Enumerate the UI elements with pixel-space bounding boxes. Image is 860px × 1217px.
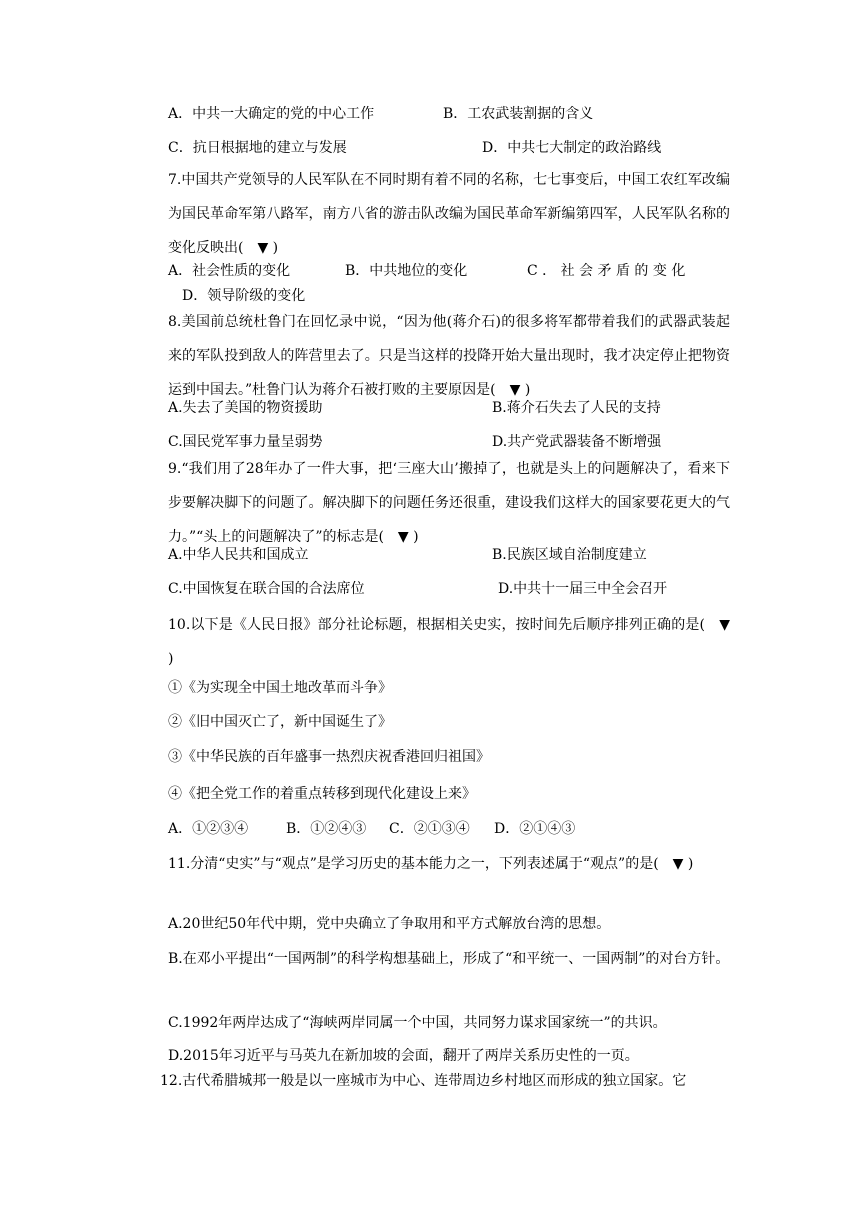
q11-option-c: C.1992年两岸达成了“海峡两岸同属一个中国，共同努力谋求国家统一”的共识。	[168, 1015, 667, 1031]
q10-item-4: ④《把全党工作的着重点转移到现代化建设上来》	[168, 786, 476, 802]
q10-option-a: A．①②③④	[168, 821, 249, 837]
q9-option-c: C.中国恢复在联合国的合法席位	[168, 581, 365, 597]
q8-option-a: A.失去了美国的物资援助	[168, 400, 323, 416]
q7-option-a: A．社会性质的变化	[168, 263, 291, 279]
q7-option-d: D．领导阶级的变化	[182, 288, 306, 304]
q7-option-c: C ． 社 会 矛 盾 的 变 化	[527, 263, 686, 279]
q6-option-c: C．抗日根据地的建立与发展	[168, 140, 347, 156]
q11-stem: 11.分清“史实”与“观点”是学习历史的基本能力之一，下列表述属于“观点”的是( ▼ )	[168, 856, 694, 872]
q7-option-b: B．中共地位的变化	[345, 263, 468, 279]
q10-item-2: ②《旧中国灭亡了，新中国诞生了》	[168, 714, 392, 730]
q8-option-b: B.蒋介石失去了人民的支持	[492, 400, 661, 416]
q6-option-b: B．工农武装割据的含义	[443, 106, 594, 122]
q8-option-c: C.国民党军事力量呈弱势	[168, 434, 323, 450]
q6-option-a: A．中共一大确定的党的中心工作	[168, 106, 375, 122]
q11-option-d: D.2015年习近平与马英九在新加坡的会面，翻开了两岸关系历史性的一页。	[168, 1048, 639, 1064]
q6-option-d: D．中共七大制定的政治路线	[482, 140, 662, 156]
q10-item-3: ③《中华民族的百年盛事一热烈庆祝香港回归祖国》	[168, 749, 490, 765]
q10-option-c: C．②①③④	[389, 821, 470, 837]
q10-option-b: B．①②④③	[286, 821, 367, 837]
q9-option-a: A.中华人民共和国成立	[168, 547, 309, 563]
q10-option-d: D．②①④③	[494, 821, 576, 837]
q8-option-d: D.共产党武器装备不断增强	[492, 434, 662, 450]
q11-option-a: A.20世纪50年代中期，党中央确立了争取用和平方式解放台湾的思想。	[168, 916, 611, 932]
q9-option-b: B.民族区域自治制度建立	[492, 547, 647, 563]
q10-stem: 10.以下是《人民日报》部分社论标题，根据相关史实，按时间先后顺序排列正确的是( ▼ )	[168, 617, 730, 667]
q7-stem: 7.中国共产党领导的人民军队在不同时期有着不同的名称，七七事变后，中国工农红军改编为国民革命军第八路军，南方八省的游击队改编为国民革命军新编第四军，人民军队名称的变化反映出( ▼ )	[168, 172, 730, 256]
q8-stem: 8.美国前总统杜鲁门在回忆录中说，“因为他(蒋介石)的很多将军都带着我们的武器武装起来的军队投到敌人的阵营里去了。只是当这样的投降开始大量出现时，我才决定停止把物资运到中国去。”杜鲁门认为蒋介石被打败的主要原因是( ▼ )	[168, 314, 730, 398]
q9-stem: 9.“我们用了28年办了一件大事，把‘三座大山’搬掉了，也就是头上的问题解决了，看来下步要解决脚下的问题了。解决脚下的问题任务还很重，建设我们这样大的国家要花更大的气力。”“头上的问题解决了”的标志是( ▼ )	[168, 461, 730, 545]
q9-option-d: D.中共十一届三中全会召开	[498, 581, 668, 597]
q12-stem: 12.古代希腊城邦一般是以一座城市为中心、连带周边乡村地区而形成的独立国家。它	[160, 1073, 687, 1089]
q11-option-b: B.在邓小平提出“一国两制”的科学构想基础上，形成了“和平统一、一国两制”的对台方针。	[168, 951, 730, 967]
q10-item-1: ①《为实现全中国土地改革而斗争》	[168, 680, 392, 696]
